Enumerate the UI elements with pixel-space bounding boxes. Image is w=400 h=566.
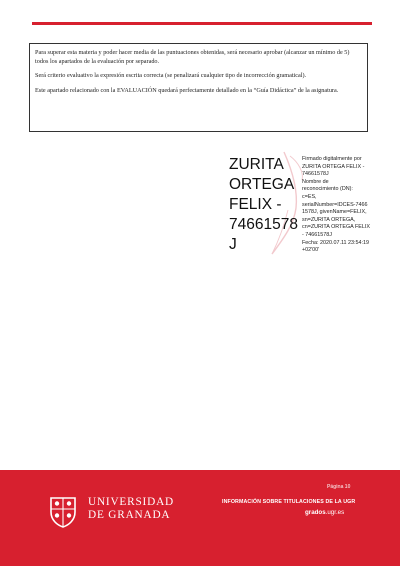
note-paragraph-1: Para superar esta materia y poder hacer media de las puntuaciones obtenidas, será necesario aprobar (alcanzar un mínimo de 5) todos los apartados de la evaluación por separado. [35, 49, 350, 65]
signature-detail-line: c=ES, [302, 193, 317, 200]
signature-detail-line: reconocimiento (DN): [302, 186, 353, 193]
signature-detail-line: 1578J, givenName=FELIX, [302, 209, 367, 216]
info-title: INFORMACIÓN SOBRE TITULACIONES DE LA UGR [222, 499, 356, 505]
university-name-line-2: DE GRANADA [88, 509, 171, 521]
signature-detail-line: serialNumber=IDCES-7466 [302, 201, 368, 208]
signature-details [302, 156, 376, 255]
signature-detail-line: 74661578J [302, 171, 329, 178]
evaluation-notes-box [29, 43, 368, 132]
page-number: Página 10 [327, 484, 351, 490]
signature-detail-line: - 74661578J [302, 231, 332, 238]
note-paragraph-2: Será criterio evaluativo la expresión escrita correcta (se penalizará cualquier tipo de incorrección gramatical). [35, 72, 307, 80]
university-name-line-1: UNIVERSIDAD [88, 496, 174, 508]
university-crest-icon [46, 494, 80, 528]
note-paragraph-3: Este apartado relacionado con la EVALUACIÓN quedará perfectamente detallado en la “Guía Didáctica” de la asignatura. [35, 86, 339, 94]
grados-link-bold: grados [305, 509, 326, 516]
signature-detail-line: cn=ZURITA ORTEGA FELIX [302, 224, 370, 231]
signer-name-line: ZURITA [229, 156, 284, 173]
grados-link[interactable] [305, 509, 344, 516]
signature-detail-line: +02'00' [302, 247, 320, 254]
signer-name-line: 74661578 [229, 216, 298, 233]
signer-name-line: ORTEGA [229, 176, 295, 193]
signature-detail-line: Fecha: 2020.07.11 23:54:19 [302, 239, 370, 246]
signer-name-line: J [229, 236, 237, 253]
header-rule [32, 22, 372, 25]
university-name [88, 496, 174, 522]
signature-detail-line: Firmado digitalmente por [302, 156, 362, 162]
signature-detail-line: sn=ZURITA ORTEGA, [302, 216, 356, 223]
signature-detail-line: ZURITA ORTEGA FELIX - [302, 163, 365, 170]
signer-name [229, 155, 299, 255]
signature-detail-line: Nombre de [302, 178, 329, 185]
signer-name-line: FELIX - [229, 196, 282, 213]
grados-link-rest: .ugr.es [325, 509, 345, 516]
